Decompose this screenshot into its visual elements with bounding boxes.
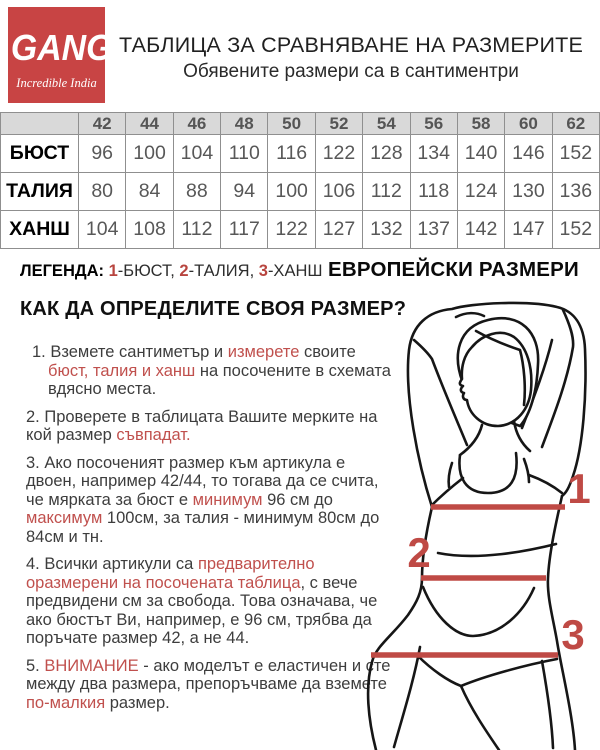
legend-label: ЛЕГЕНДА:	[20, 262, 109, 280]
size-col-header: 44	[126, 113, 173, 135]
size-value-cell: 100	[126, 135, 173, 173]
size-col-header: 52	[315, 113, 362, 135]
size-col-header: 50	[268, 113, 315, 135]
step-text: 2. Проверете в таблицата Вашите мерките на кой размер	[26, 407, 378, 444]
size-row-label: ХАНШ	[1, 211, 79, 249]
step-highlight-text: ВНИМАНИЕ	[44, 656, 139, 675]
size-value-cell: 127	[315, 211, 362, 249]
step-text: размер.	[105, 693, 170, 712]
hip-label: 3	[561, 611, 585, 658]
body-measurement-figure	[360, 295, 600, 750]
brand-name: GANG	[10, 27, 113, 68]
size-value-cell: 134	[410, 135, 457, 173]
legend-row	[20, 258, 579, 282]
step-text: - ако моделът е еластичен и сте между два размера, препоръчваме да вземете	[26, 656, 391, 693]
size-value-cell: 130	[505, 173, 552, 211]
size-col-header: 62	[552, 113, 599, 135]
size-value-cell: 84	[126, 173, 173, 211]
eu-sizes-title: ЕВРОПЕЙСКИ РАЗМЕРИ	[328, 258, 579, 281]
size-value-cell: 96	[79, 135, 126, 173]
woman-line-art	[368, 303, 585, 750]
legend	[20, 262, 322, 281]
step-paragraph	[20, 454, 392, 547]
size-table-body	[1, 135, 600, 249]
step-highlight-text: минимум	[192, 490, 263, 509]
step-paragraph	[20, 408, 392, 445]
step-paragraph	[20, 343, 392, 399]
step-highlight-text: предварително оразмерени на посочената таблица	[26, 555, 315, 592]
step-text: своите	[299, 343, 356, 361]
size-table-row	[1, 135, 600, 173]
size-value-cell: 88	[173, 173, 220, 211]
size-col-header: 58	[457, 113, 504, 135]
size-value-cell: 147	[505, 211, 552, 249]
size-value-cell: 104	[173, 135, 220, 173]
size-table-row	[1, 173, 600, 211]
step-text: 100см, за талия - минимум 80см до 84см и тн.	[26, 509, 380, 546]
size-value-cell: 106	[315, 173, 362, 211]
size-value-cell: 124	[457, 173, 504, 211]
size-table-row	[1, 211, 600, 249]
size-value-cell: 108	[126, 211, 173, 249]
size-value-cell: 112	[363, 173, 410, 211]
size-value-cell: 152	[552, 211, 599, 249]
legend-item-text: -БЮСТ,	[117, 262, 180, 280]
size-value-cell: 94	[221, 173, 268, 211]
size-value-cell: 136	[552, 173, 599, 211]
size-col-header: 54	[363, 113, 410, 135]
size-table-corner-cell	[1, 113, 79, 135]
step-highlight-text: по-малкия	[26, 693, 106, 712]
step-text: , с вече предвидени см за свобода. Това означава, че ако бюстът Ви, например, е 96 см, трябва да поръчате размер 42, а не 44.	[26, 573, 378, 647]
size-value-cell: 104	[79, 211, 126, 249]
size-value-cell: 122	[315, 135, 362, 173]
brand-logo	[8, 7, 113, 103]
size-value-cell: 137	[410, 211, 457, 249]
size-col-header: 56	[410, 113, 457, 135]
size-row-label: БЮСТ	[1, 135, 79, 173]
size-value-cell: 132	[363, 211, 410, 249]
size-value-cell: 117	[221, 211, 268, 249]
size-col-header: 42	[79, 113, 126, 135]
size-col-header: 48	[221, 113, 268, 135]
size-row-label: ТАЛИЯ	[1, 173, 79, 211]
step-text: 5.	[26, 656, 45, 675]
size-value-cell: 116	[268, 135, 315, 173]
size-col-header: 46	[173, 113, 220, 135]
legend-item-num: 3	[258, 262, 268, 280]
size-value-cell: 80	[79, 173, 126, 211]
legend-item-text: -ХАНШ	[267, 262, 323, 280]
bust-label: 1	[567, 465, 591, 512]
step-highlight-text: съвпадат.	[116, 426, 191, 444]
step-text: 96 см до	[262, 490, 333, 509]
step-paragraph	[20, 555, 392, 648]
size-value-cell: 100	[268, 173, 315, 211]
howto-heading: КАК ДА ОПРЕДЕЛИТЕ СВОЯ РАЗМЕР?	[20, 298, 407, 320]
size-col-header: 60	[505, 113, 552, 135]
size-value-cell: 146	[505, 135, 552, 173]
size-value-cell: 122	[268, 211, 315, 249]
step-text: 3. Ако посоченият размер към артикула е двоен, например 42/44, то тогава да се счита, че мярката за бюст е	[26, 453, 379, 509]
size-steps	[20, 343, 392, 721]
step-text: на посочените в схемата вдясно места.	[48, 361, 391, 398]
size-value-cell: 142	[457, 211, 504, 249]
page-title: ТАБЛИЦА ЗА СРАВНЯВАНЕ НА РАЗМЕРИТЕ	[118, 33, 584, 57]
size-value-cell: 152	[552, 135, 599, 173]
step-text: 1. Вземете сантиметър и	[32, 343, 228, 361]
step-highlight-text: бюст, талия и ханш	[48, 361, 196, 380]
size-table	[0, 112, 600, 249]
size-value-cell: 128	[363, 135, 410, 173]
step-text: 4. Всички артикули са	[26, 555, 198, 573]
legend-item-num: 2	[179, 262, 189, 280]
step-highlight-text: измерете	[227, 343, 300, 361]
waist-label: 2	[407, 529, 431, 576]
title-block	[106, 33, 596, 83]
size-table-header	[1, 113, 600, 135]
legend-item-num: 1	[108, 262, 118, 280]
size-value-cell: 110	[221, 135, 268, 173]
brand-tagline: Incredible India	[16, 76, 97, 90]
step-paragraph	[20, 657, 392, 713]
legend-item-text: -ТАЛИЯ,	[188, 262, 259, 280]
page-subtitle: Обявените размери са в сантиментри	[183, 61, 519, 82]
size-value-cell: 112	[173, 211, 220, 249]
step-highlight-text: максимум	[26, 509, 103, 527]
size-value-cell: 140	[457, 135, 504, 173]
size-value-cell: 118	[410, 173, 457, 211]
